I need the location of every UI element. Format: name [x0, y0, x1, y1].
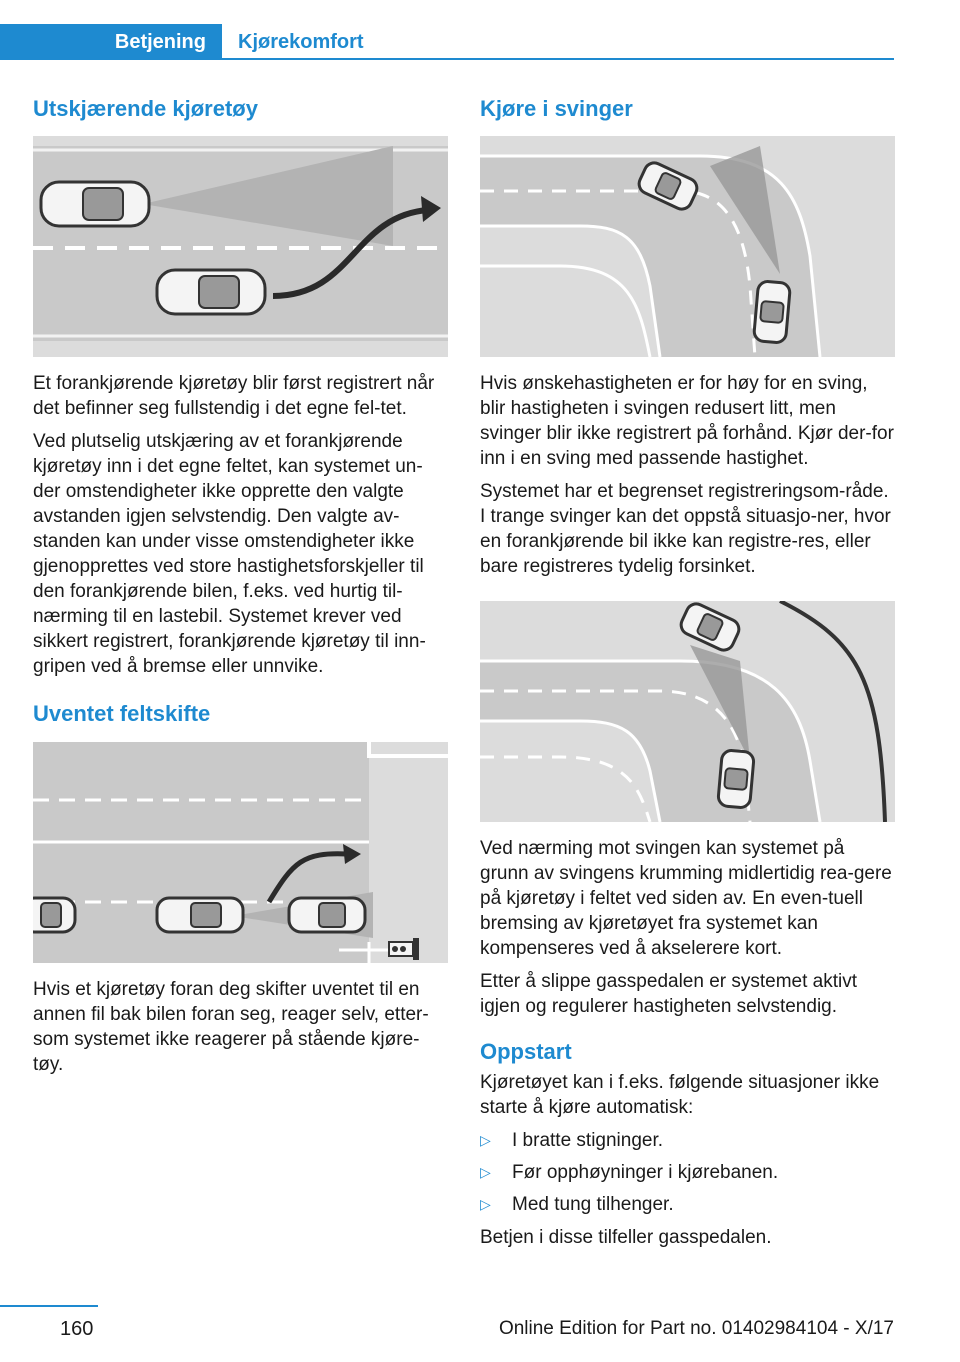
car-bottom-icon [157, 270, 265, 314]
section-title-oppstart: Oppstart [480, 1039, 572, 1065]
figure-cut-in-vehicle [33, 136, 448, 357]
figure-adjacent-lane-curve [480, 601, 895, 822]
car-middle-icon [157, 898, 243, 932]
car-left-icon [33, 898, 75, 932]
header-tabbar [0, 0, 960, 62]
car-curve-bottom-icon [753, 281, 790, 344]
paragraph-adjacent-lane: Ved nærming mot svingen kan systemet på grunn av svingens krumming midlertidig rea-gere på kjøretøy i feltet ved siden av. En even-tuell bremsing av kjøretøyet fra systemet kan kompenseres ved å akselerere kort. [480, 838, 892, 960]
paragraph-speed-in-curve: Hvis ønskehastigheten er for høy for en sving, blir hastigheten i svingen redusert litt, men svinger blir ikke registrert på forhånd. Kjør der-for inn i en sving med passende hastighet. [480, 373, 894, 470]
tab-betjening[interactable]: Betjening [0, 24, 222, 60]
paragraph-use-pedal: Betjen i disse tilfeller gasspedalen. [480, 1226, 772, 1248]
list-item: ▷ Med tung tilhenger. [480, 1193, 674, 1215]
section-title-svinger: Kjøre i svinger [480, 96, 633, 121]
section-title-utskjaerende: Utskjærende kjøretøy [33, 96, 258, 121]
car-adjacent-bottom-icon [718, 750, 755, 809]
section-title-uventet-feltskifte: Uventet feltskifte [33, 701, 211, 727]
header-rule [222, 58, 894, 60]
triangle-bullet-icon: ▷ [480, 1195, 491, 1212]
triangle-bullet-icon: ▷ [480, 1131, 491, 1148]
paragraph-detection-range: Systemet har et begrenset registreringsom-råde. I trange svinger kan det oppstå situasjo-ner, hvor en forankjørende bil ikke kan registre-res, eller bare registreres tydelig forsinket. [480, 481, 891, 578]
left-column [33, 96, 448, 1085]
list-item: ▷ Før opphøyninger i kjørebanen. [480, 1161, 779, 1183]
page-number: 160 [60, 1318, 94, 1340]
triangle-bullet-icon: ▷ [480, 1163, 491, 1180]
edition-note: Online Edition for Part no. 01402984104 - X/17 [498, 1318, 894, 1339]
figure-curve-driving [480, 136, 895, 357]
car-top-left-icon [41, 182, 149, 226]
footer-rule [0, 1305, 98, 1307]
tab-kjorekomfort[interactable]: Kjørekomfort [238, 31, 364, 53]
list-item: ▷ I bratte stigninger. [480, 1129, 664, 1151]
paragraph-lane-change-warning: Hvis et kjøretøy foran deg skifter uventet til en annen fil bak bilen foran seg, reager selv, etter-som systemet ikke reagerer på stående kjøre-tøy. [33, 978, 429, 1075]
figure-unexpected-lane-change [33, 742, 448, 963]
right-column [480, 96, 895, 1258]
paragraph-first-registered: Et forankjørende kjøretøy blir først registrert når det befinner seg fullstendig i det egne fel-tet. [33, 373, 435, 420]
paragraph-start-conditions: Kjøretøyet kan i f.eks. følgende situasjoner ikke starte å kjøre automatisk: [480, 1071, 880, 1118]
car-right-icon [289, 898, 365, 932]
paragraph-sudden-cut-in: Ved plutselig utskjæring av et forankjørende kjøretøy inn i det egne feltet, kan systemet un-der omstendigheter ikke opprette den valgte avstanden igjen selvstendig. Den valgte av-standen kan under visse omstendigheter ikke gjenopprettes ved store hastighetsforskjeller til den forankjørende bilen, f.eks. ved hurtig til-nærming til en lastebil. Systemet krever ved sikkert registrert, forankjørende kjøretøy til inn-gripen ved å bremse eller unnvike. [33, 431, 426, 678]
paragraph-system-active-again: Etter å slippe gasspedalen er systemet aktivt igjen og regulerer hastigheten selvstendig. [480, 971, 858, 1018]
bullet-list-start-conditions [480, 1128, 895, 1217]
